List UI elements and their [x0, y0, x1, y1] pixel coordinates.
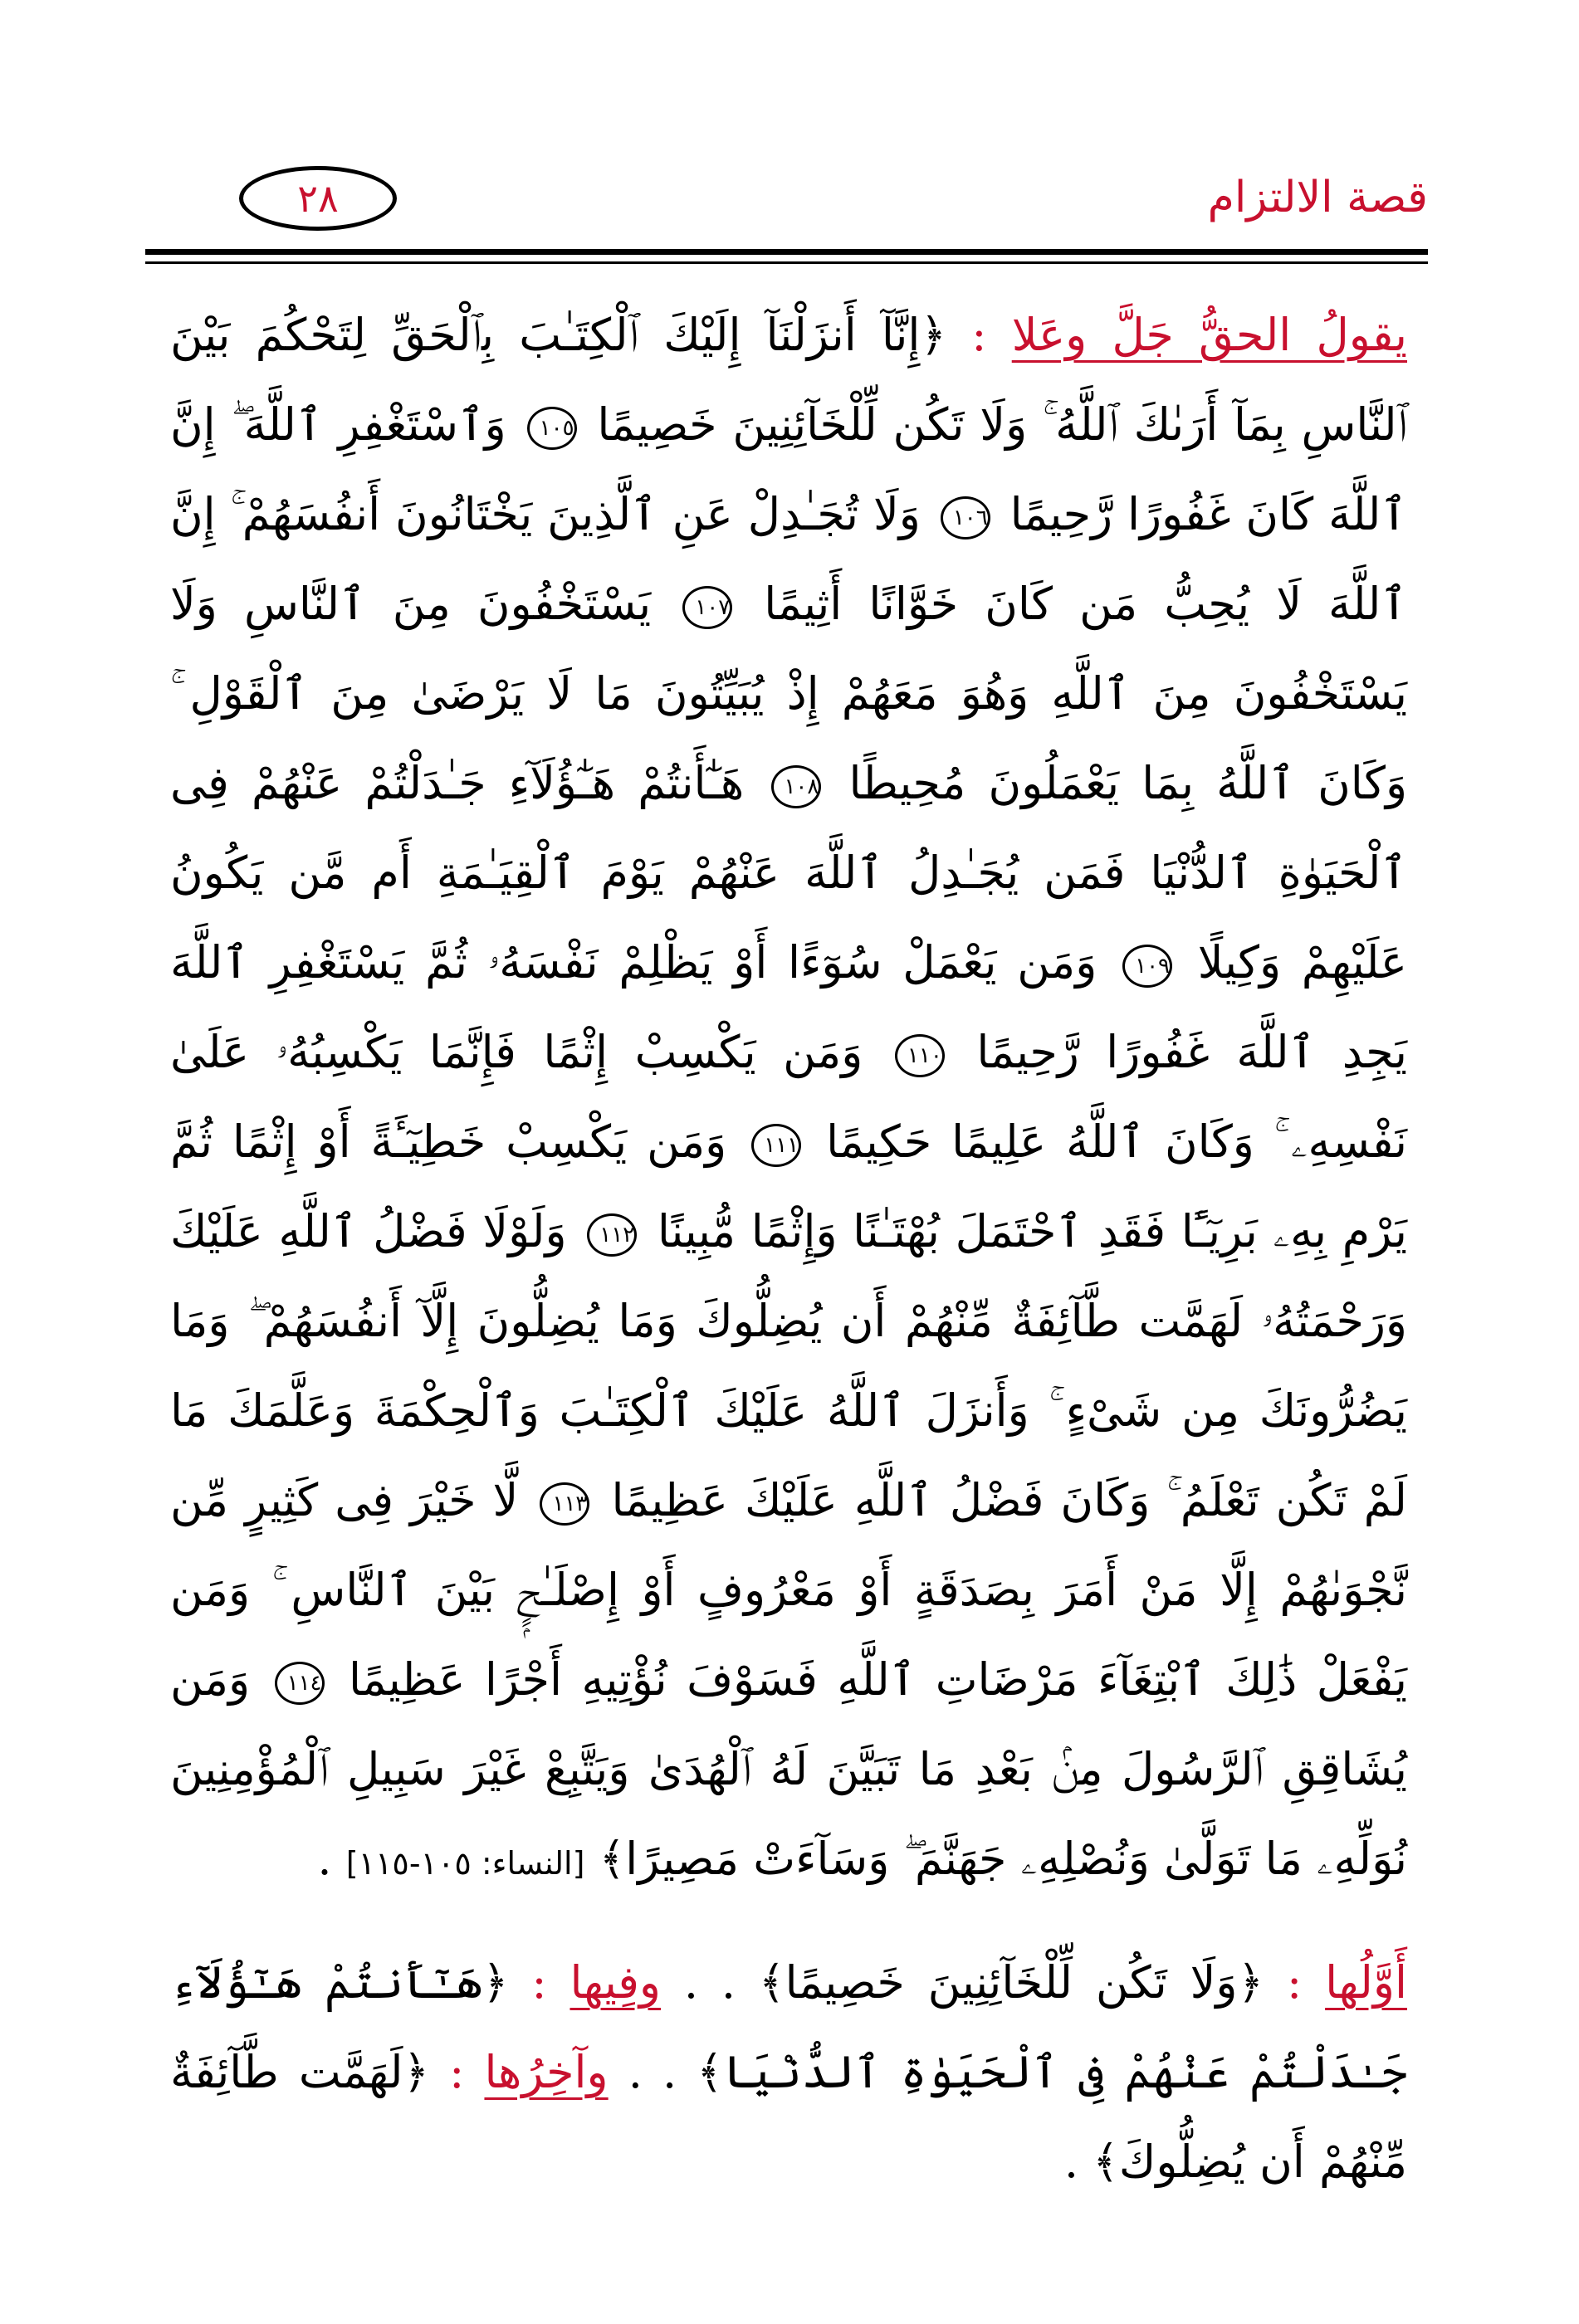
- verse-text: وَٱسْتَغْفِرِ ٱللَّهَ ۖ إِنَّ ٱللَّهَ كَانَ غَفُورًا رَّحِيمًا: [170, 398, 1407, 540]
- ayah-number: ١١٠: [895, 1034, 945, 1077]
- close-bracket: ﴾: [697, 2046, 723, 2098]
- ayah-number: ١٠٩: [1122, 945, 1172, 988]
- page-header: [145, 149, 1428, 257]
- verse-text: وَمَن يَكْسِبْ إِثْمًا فَإِنَّمَا يَكْسِبُهُۥ عَلَىٰ نَفْسِهِۦ ۚ وَكَانَ ٱللَّهُ عَلِيمًا حَكِيمًا: [170, 1026, 1407, 1168]
- label-colon: :: [449, 2046, 465, 2098]
- ayah-number: ١١١: [751, 1124, 801, 1167]
- page-number: ٢٨: [239, 166, 397, 231]
- verse-text: وَمَن يُشَاقِقِ ٱلرَّسُولَ مِنۢ بَعْدِ مَا تَبَيَّنَ لَهُ ٱلْهُدَىٰ وَيَتَّبِعْ غَيْرَ سَبِيلِ ٱلْمُؤْمِنِينَ نُوَلِّهِۦ مَا تَوَلَّىٰ وَنُصْلِهِۦ جَهَنَّمَ ۖ وَسَآءَتْ مَصِيرًا: [170, 1653, 1407, 1885]
- quote-text: وَلَا تَكُن لِّلْخَآئِنِينَ خَصِيمًا: [785, 1956, 1238, 2009]
- quote-text: هَـٰٓأَنتُمْ هَـٰٓؤُلَآءِ جَـٰدَلْتُمْ عَنْهُمْ فِى ٱلْحَيَوٰةِ ٱلدُّنْيَا: [170, 1956, 1407, 2098]
- open-bracket: ﴿: [920, 309, 947, 361]
- chapter-title: قصة الالتزام: [1207, 173, 1428, 222]
- source-reference: [النساء: ١٠٥-١١٥]: [345, 1845, 585, 1882]
- verse-text: وَلَوْلَا فَضْلُ ٱللَّهِ عَلَيْكَ وَرَحْمَتُهُۥ لَهَمَّت طَّآئِفَةٌ مِّنْهُمْ أَن يُضِلُّوكَ وَمَا يُضِلُّونَ إِلَّآ أَنفُسَهُمْ ۖ وَمَا يَضُرُّونَكَ مِن شَىْءٍ ۚ وَأَنزَلَ ٱللَّهُ عَلَيْكَ ٱلْكِتَـٰبَ وَٱلْحِكْمَةَ وَعَلَّمَكَ مَا لَمْ تَكُن تَعْلَمُ ۚ وَكَانَ فَضْلُ ٱللَّهِ عَلَيْكَ عَظِيمًا: [170, 1205, 1408, 1526]
- ayah-number: ١٠٦: [941, 496, 990, 540]
- end-period: .: [1063, 2136, 1078, 2188]
- label-colon: :: [1287, 1956, 1303, 2009]
- verse-text: لَّا خَيْرَ فِى كَثِيرٍ مِّن نَّجْوَىٰهُمْ إِلَّا مَنْ أَمَرَ بِصَدَقَةٍ أَوْ مَعْرُوفٍ أَوْ إِصْلَـٰحٍۭ بَيْنَ ٱلنَّاسِ ۚ وَمَن يَفْعَلْ ذَٰلِكَ ٱبْتِغَآءَ مَرْضَاتِ ٱللَّهِ فَسَوْفَ نُؤْتِيهِ أَجْرًا عَظِيمًا: [170, 1474, 1407, 1706]
- analysis-paragraph: [170, 1938, 1407, 2207]
- header-rule-thin: [145, 261, 1428, 264]
- ayah-number: ١٠٥: [527, 407, 577, 450]
- open-bracket: ﴿: [482, 1956, 509, 2009]
- separator: . .: [683, 1956, 736, 2009]
- ayah-number: ١٠٨: [771, 765, 821, 808]
- ayah-number: ١١٢: [587, 1213, 637, 1257]
- middle-label: وفِيها: [570, 1956, 661, 2009]
- quote-text: لَهَمَّت طَّآئِفَةٌ مِّنْهُمْ أَن يُضِلُّوكَ: [170, 2046, 1407, 2188]
- quran-passage: [170, 290, 1407, 1908]
- close-bracket: ﴾: [599, 1833, 626, 1885]
- open-bracket: ﴿: [1237, 1956, 1264, 2009]
- label-colon: :: [531, 1956, 547, 2009]
- page-body: [170, 290, 1407, 2207]
- first-label: أَوَّلُها: [1325, 1956, 1407, 2009]
- open-bracket: ﴿: [403, 2046, 430, 2098]
- intro-label: يقولُ الحقُّ جَلَّ وعَلا: [1011, 309, 1407, 361]
- ayah-number: ١١٣: [540, 1482, 589, 1526]
- header-rule-thick: [145, 249, 1428, 255]
- verse-text: وَمَن يَعْمَلْ سُوٓءًا أَوْ يَظْلِمْ نَفْسَهُۥ ثُمَّ يَسْتَغْفِرِ ٱللَّهَ يَجِدِ ٱللَّهَ غَفُورًا رَّحِيمًا: [170, 936, 1408, 1078]
- verse-text: هَـٰٓأَنتُمْ هَـٰٓؤُلَآءِ جَـٰدَلْتُمْ عَنْهُمْ فِى ٱلْحَيَوٰةِ ٱلدُّنْيَا فَمَن يُجَـٰدِلُ ٱللَّهَ عَنْهُمْ يَوْمَ ٱلْقِيَـٰمَةِ أَم مَّن يَكُونُ عَلَيْهِمْ وَكِيلًا: [170, 757, 1407, 989]
- separator: . .: [628, 2046, 677, 2098]
- close-bracket: ﴾: [758, 1956, 785, 2009]
- close-bracket: ﴾: [1093, 2136, 1119, 2188]
- intro-colon: :: [971, 309, 987, 361]
- end-period: .: [317, 1833, 332, 1885]
- verse-text: وَلَا تُجَـٰدِلْ عَنِ ٱلَّذِينَ يَخْتَانُونَ أَنفُسَهُمْ ۚ إِنَّ ٱللَّهَ لَا يُحِبُّ مَن كَانَ خَوَّانًا أَثِيمًا: [170, 488, 1407, 630]
- ayah-number: ١٠٧: [682, 586, 732, 629]
- verse-text: وَمَن يَكْسِبْ خَطِيٓـَٔةً أَوْ إِثْمًا ثُمَّ يَرْمِ بِهِۦ بَرِيٓـًٔا فَقَدِ ٱحْتَمَلَ بُهْتَـٰنًا وَإِثْمًا مُّبِينًا: [170, 1116, 1407, 1257]
- last-label: وآخِرُها: [484, 2046, 609, 2098]
- ayah-number: ١١٤: [275, 1662, 325, 1705]
- verse-text: يَسْتَخْفُونَ مِنَ ٱلنَّاسِ وَلَا يَسْتَخْفُونَ مِنَ ٱللَّهِ وَهُوَ مَعَهُمْ إِذْ يُبَيِّتُونَ مَا لَا يَرْضَىٰ مِنَ ٱلْقَوْلِ ۚ وَكَانَ ٱللَّهُ بِمَا يَعْمَلُونَ مُحِيطًا: [170, 578, 1408, 809]
- verse-text: إِنَّآ أَنزَلْنَآ إِلَيْكَ ٱلْكِتَـٰبَ بِٱلْحَقِّ لِتَحْكُمَ بَيْنَ ٱلنَّاسِ بِمَآ أَرَىٰكَ ٱللَّهُ ۚ وَلَا تَكُن لِّلْخَآئِنِينَ خَصِيمًا: [170, 309, 1407, 451]
